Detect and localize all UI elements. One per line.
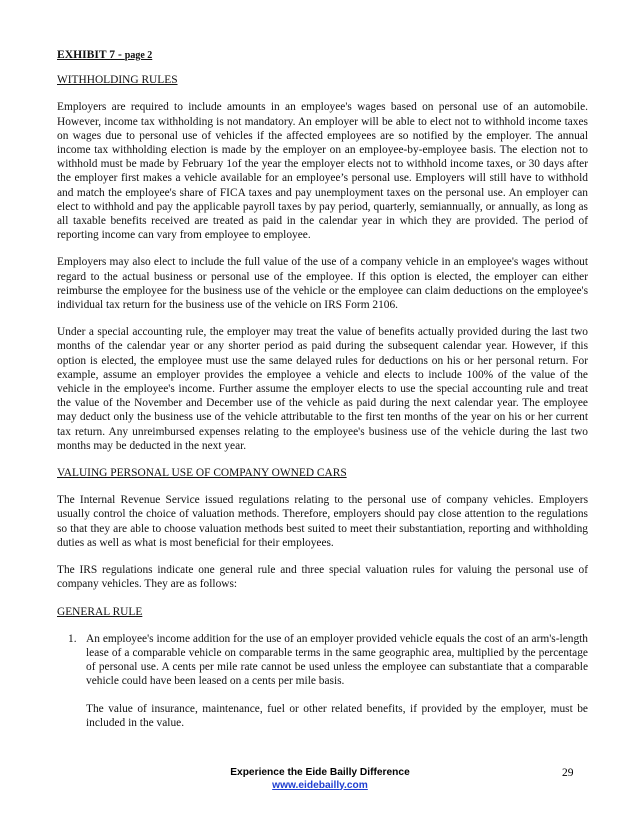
general-rule-paragraph-1: An employee's income addition for the use of an employer provided vehicle equals the cost of an arm's-length lease of a comparable vehicle on comparable terms in the same geographic area, multiplied by the percentage of personal use. A cents per mile rate cannot be used unless the employee can substantiate that a comparable vehicle could have been leased on a cents per mile basis. [86,632,588,688]
exhibit-title-main: EXHIBIT 7 - [57,48,125,61]
footer-website-link[interactable]: www.eidebailly.com [272,779,368,791]
withholding-paragraph-1: Employers are required to include amounts in an employee's wages based on personal use of an automobile. However, income tax withholding is not mandatory. An employer will be able to elect not to withhold income taxes on wages due to personal use of vehicles if the affected employees are so notified by the employer. The annual income tax withholding election is made by the employer on an employee-by-employee basis. The election not to withhold must be made by February 1of the year the employer elects not to withhold income taxes, or 30 days after the employer first makes a vehicle available for an employee’s personal use. Employers will still have to withhold and match the employee's share of FICA taxes and pay unemployment taxes on the personal use. An employer can elect to withhold and pay the applicable payroll taxes by pay period, quarterly, semiannually, or annually, as long as all taxable benefits received are treated as paid in the calendar year in which they are provided. The period of reporting income can vary from employee to employee. [57,101,588,242]
valuing-paragraph-1: The Internal Revenue Service issued regulations relating to the personal use of company vehicles. Employers usually control the choice of valuation methods. Therefore, employers should pay close attention to the regulations so that they are able to choose valuation methods best suited to meet their substantiation, reporting and withholding duties as well as what is most beneficial for their employees. [57,494,588,549]
page-footer [0,767,640,792]
page-number: 29 [562,767,574,779]
valuing-personal-use-heading: VALUING PERSONAL USE OF COMPANY OWNED CARS [57,467,347,480]
exhibit-title [57,48,588,63]
general-rule-list [57,632,588,730]
general-rule-heading: GENERAL RULE [57,605,143,618]
list-item-number: 1. [68,632,77,645]
list-item [57,632,588,730]
document-page [57,48,588,743]
withholding-paragraph-3: Under a special accounting rule, the employer may treat the value of benefits actually provided during the last two months of the calendar year or any shorter period as paid during the subsequent calendar year. However, if this option is elected, the employee must use the same delayed rules for deductions on his or her personal return. For example, assume an employer provides the employee a vehicle and elects to include 100% of the value of the vehicle in the employee's income. Further assume the employer elects to use the special accounting rule and treat the value of the November and December use of the vehicle as paid during the next calendar year. The employee may deduct only the business use of the vehicle attributable to the first ten months of the year on his or her current tax return. Any unreimbursed expenses relating to the employee's business use of the vehicle during the last two months may be deducted in the next year. [57,326,588,452]
general-rule-paragraph-2: The value of insurance, maintenance, fuel or other related benefits, if provided by the employer, must be included in the value. [86,702,588,729]
withholding-paragraph-2: Employers may also elect to include the full value of the use of a company vehicle in an employee's wages without regard to the actual business or personal use of the employee. If this option is elected, the employer can either reimburse the employee for the business use of the vehicle or the employee can claim deductions on the employee's individual tax return for the business use of the vehicle on IRS Form 2106. [57,256,588,312]
exhibit-title-page: page 2 [124,50,153,61]
withholding-rules-heading: WITHHOLDING RULES [57,74,178,87]
valuing-paragraph-2: The IRS regulations indicate one general rule and three special valuation rules for valuing the personal use of company vehicles. They are as follows: [57,564,588,591]
footer-tagline: Experience the Eide Bailly Difference [230,767,410,778]
